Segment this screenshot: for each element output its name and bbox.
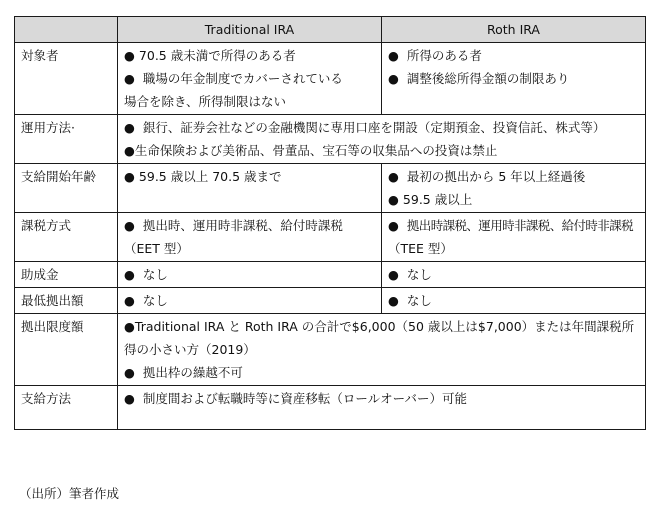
bullet-icon: ● xyxy=(124,319,135,334)
bullet-icon: ● xyxy=(388,293,399,308)
cell-text: なし xyxy=(406,293,432,308)
cell-text: 最初の拠出から 5 年以上経過後 xyxy=(406,169,586,184)
table-row-payout-age xyxy=(15,164,646,213)
table-row-subsidy xyxy=(15,262,646,288)
list-item xyxy=(124,387,640,410)
bullet-icon: ● xyxy=(388,218,399,233)
cell-text: 生命保険および美術品、骨董品、宝石等の収集品への投資は禁止 xyxy=(134,143,498,158)
bullet-icon: ● xyxy=(124,71,135,86)
bullet-icon: ● xyxy=(124,218,135,233)
table-row-limit xyxy=(15,314,646,386)
bullet-icon: ● xyxy=(124,365,135,380)
header-traditional-ira: Traditional IRA xyxy=(118,17,382,43)
cell-text: 職場の年金制度でカバーされている xyxy=(142,71,343,86)
table-row-minimum xyxy=(15,288,646,314)
cell-eligible-traditional xyxy=(118,43,382,115)
row-label-subsidy: 助成金 xyxy=(15,262,118,288)
cell-payout-age-roth xyxy=(382,164,646,213)
cell-text: なし xyxy=(406,267,432,282)
table-header-row xyxy=(15,17,646,43)
list-item xyxy=(124,289,376,312)
list-item xyxy=(388,165,640,188)
list-item xyxy=(124,165,376,188)
cell-text: Traditional IRA と Roth IRA の合計で$6,000（50 歳以上は$7,000）または年間課税所得の小さい方（2019） xyxy=(124,319,635,357)
cell-text: 拠出枠の繰越不可 xyxy=(142,365,243,380)
bullet-icon: ● xyxy=(124,120,135,135)
cell-text: 59.5 歳以上 xyxy=(402,192,473,207)
cell-investment xyxy=(118,115,646,164)
list-item xyxy=(388,214,640,237)
ira-comparison-table xyxy=(14,16,646,430)
header-blank xyxy=(15,17,118,43)
cell-text: 拠出時、運用時非課税、給付時課税 xyxy=(142,218,343,233)
cell-minimum-roth xyxy=(382,288,646,314)
row-label-payout-age: 支給開始年齢 xyxy=(15,164,118,213)
list-item-continuation: 場合を除き、所得制限はない xyxy=(124,94,287,109)
cell-text: 拠出時課税、運用時非課税、給付時非課税 xyxy=(406,218,634,233)
bullet-icon: ● xyxy=(124,391,135,406)
cell-text: 所得のある者 xyxy=(406,48,482,63)
list-item xyxy=(124,315,640,361)
bullet-icon: ● xyxy=(124,293,135,308)
table-row-tax xyxy=(15,213,646,262)
bullet-icon: ● xyxy=(388,48,399,63)
cell-tax-traditional xyxy=(118,213,382,262)
row-label-limit: 拠出限度額 xyxy=(15,314,118,386)
row-label-minimum: 最低拠出額 xyxy=(15,288,118,314)
source-note: （出所）筆者作成 xyxy=(19,486,120,501)
header-roth-ira: Roth IRA xyxy=(382,17,646,43)
list-item xyxy=(124,44,376,67)
cell-text: 銀行、証券会社などの金融機関に専用口座を開設（定期預金、投資信託、株式等） xyxy=(142,120,606,135)
bullet-icon: ● xyxy=(388,169,399,184)
list-item xyxy=(388,44,640,67)
list-item xyxy=(124,361,640,384)
list-item xyxy=(124,263,376,286)
list-item xyxy=(124,116,640,139)
row-label-investment: 運用方法· xyxy=(15,115,118,164)
cell-limit xyxy=(118,314,646,386)
cell-minimum-traditional xyxy=(118,288,382,314)
cell-text: 制度間および転職時等に資産移転（ロールオーバー）可能 xyxy=(142,391,468,406)
list-item xyxy=(124,214,376,237)
list-item xyxy=(388,263,640,286)
cell-payout-age-traditional xyxy=(118,164,382,213)
bullet-icon: ● xyxy=(124,143,135,158)
row-label-payment: 支給方法 xyxy=(15,386,118,430)
row-label-eligible: 対象者 xyxy=(15,43,118,115)
cell-text: 59.5 歳以上 70.5 歳まで xyxy=(138,169,282,184)
cell-text: 70.5 歳未満で所得のある者 xyxy=(138,48,296,63)
cell-payment xyxy=(118,386,646,430)
cell-text: 調整後総所得金額の制限あり xyxy=(406,71,570,86)
bullet-icon: ● xyxy=(388,192,399,207)
list-item-continuation: （TEE 型） xyxy=(388,241,453,256)
list-item xyxy=(388,67,640,90)
bullet-icon: ● xyxy=(388,71,399,86)
table-row-eligible xyxy=(15,43,646,115)
bullet-icon: ● xyxy=(124,169,135,184)
cell-subsidy-roth xyxy=(382,262,646,288)
list-item xyxy=(388,289,640,312)
cell-subsidy-traditional xyxy=(118,262,382,288)
cell-eligible-roth xyxy=(382,43,646,115)
list-item xyxy=(124,139,640,162)
table-row-payment xyxy=(15,386,646,430)
bullet-icon: ● xyxy=(124,48,135,63)
cell-text: なし xyxy=(142,267,168,282)
list-item xyxy=(124,67,376,90)
table-row-investment xyxy=(15,115,646,164)
row-label-tax: 課税方式 xyxy=(15,213,118,262)
list-item-continuation: （EET 型） xyxy=(124,241,189,256)
cell-tax-roth xyxy=(382,213,646,262)
list-item xyxy=(388,188,640,211)
bullet-icon: ● xyxy=(388,267,399,282)
bullet-icon: ● xyxy=(124,267,135,282)
cell-text: なし xyxy=(142,293,168,308)
